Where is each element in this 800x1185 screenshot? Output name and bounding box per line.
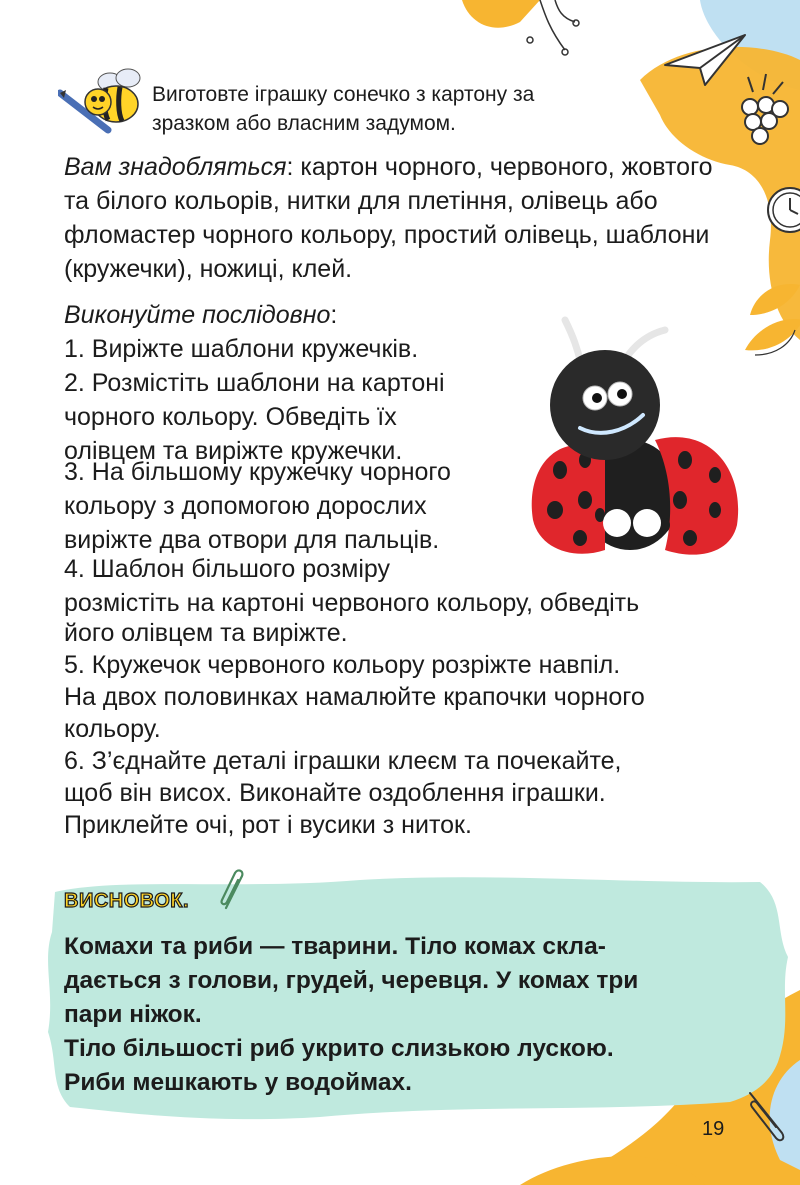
step-line: 4. Шаблон більшого розміру bbox=[64, 555, 391, 583]
steps-colon: : bbox=[330, 301, 338, 329]
conclusion-line: Риби мешкають у водоймах. bbox=[64, 1069, 412, 1096]
step-line: 5. Кружечок червоного кольору розріжте навпіл. bbox=[64, 651, 621, 679]
step-line: розмістіть на картоні червоного кольору, обведіть bbox=[64, 589, 640, 617]
step-line: олівцем та виріжте кружечки. bbox=[64, 437, 403, 465]
step-line: його олівцем та виріжте. bbox=[64, 619, 348, 647]
intro-line-2: зразком або власним задумом. bbox=[152, 112, 456, 135]
materials-text: : картон чорного, червоного, жовтого та білого кольорів, нитки для плетіння, олівець або фломастер чорного кольору, простий олівець, шаблони (кружечки), ножиці, клей. bbox=[64, 153, 713, 283]
materials-label: Вам знадобляться bbox=[64, 153, 287, 181]
materials-paragraph bbox=[64, 150, 740, 286]
intro-line-1: Виготовте іграшку сонечко з картону за bbox=[152, 83, 535, 106]
bee-pencil-icon bbox=[58, 68, 153, 138]
intro-text bbox=[152, 80, 632, 138]
step-line: 3. На більшому кружечку чорного bbox=[64, 458, 451, 486]
conclusion-line: Тіло більшості риб укрито слизькою лускою. bbox=[64, 1035, 614, 1062]
step-line: чорного кольору. Обведіть їх bbox=[64, 403, 397, 431]
conclusion-text bbox=[64, 930, 744, 1100]
step-line: 2. Розмістіть шаблони на картоні bbox=[64, 369, 445, 397]
ladybug-toy-image bbox=[525, 310, 745, 580]
steps-label: Виконуйте послідовно bbox=[64, 301, 331, 329]
step-line: На двох половинках намалюйте крапочки чорного bbox=[64, 683, 645, 711]
step-line: Приклейте очі, рот і вусики з ниток. bbox=[64, 811, 472, 839]
steps-heading bbox=[64, 298, 337, 332]
step-line: щоб він висох. Виконайте оздоблення іграшки. bbox=[64, 779, 606, 807]
clock-icon bbox=[760, 180, 800, 240]
page-number: 19 bbox=[702, 1118, 725, 1140]
conclusion-title bbox=[64, 890, 189, 913]
branch-doodle-icon bbox=[520, 0, 600, 60]
step-line: виріжте два отвори для пальців. bbox=[64, 526, 440, 554]
step-line: кольору з допомогою дорослих bbox=[64, 492, 427, 520]
conclusion-title-text: ВИСНОВОК. bbox=[64, 890, 190, 912]
raspberry-icon bbox=[728, 72, 798, 152]
step-line: 1. Виріжте шаблони кружечків. bbox=[64, 335, 419, 363]
conclusion-line: дається з голови, грудей, черевця. У комах три bbox=[64, 967, 639, 994]
conclusion-line: пари ніжок. bbox=[64, 1001, 202, 1028]
paperclip-corner-icon bbox=[742, 1085, 792, 1145]
step-line: 6. З’єднайте деталі іграшки клеєм та почекайте, bbox=[64, 747, 622, 775]
paperclip-icon bbox=[216, 868, 250, 912]
step-line: кольору. bbox=[64, 715, 161, 743]
conclusion-line: Комахи та риби — тварини. Тіло комах скла- bbox=[64, 933, 606, 960]
